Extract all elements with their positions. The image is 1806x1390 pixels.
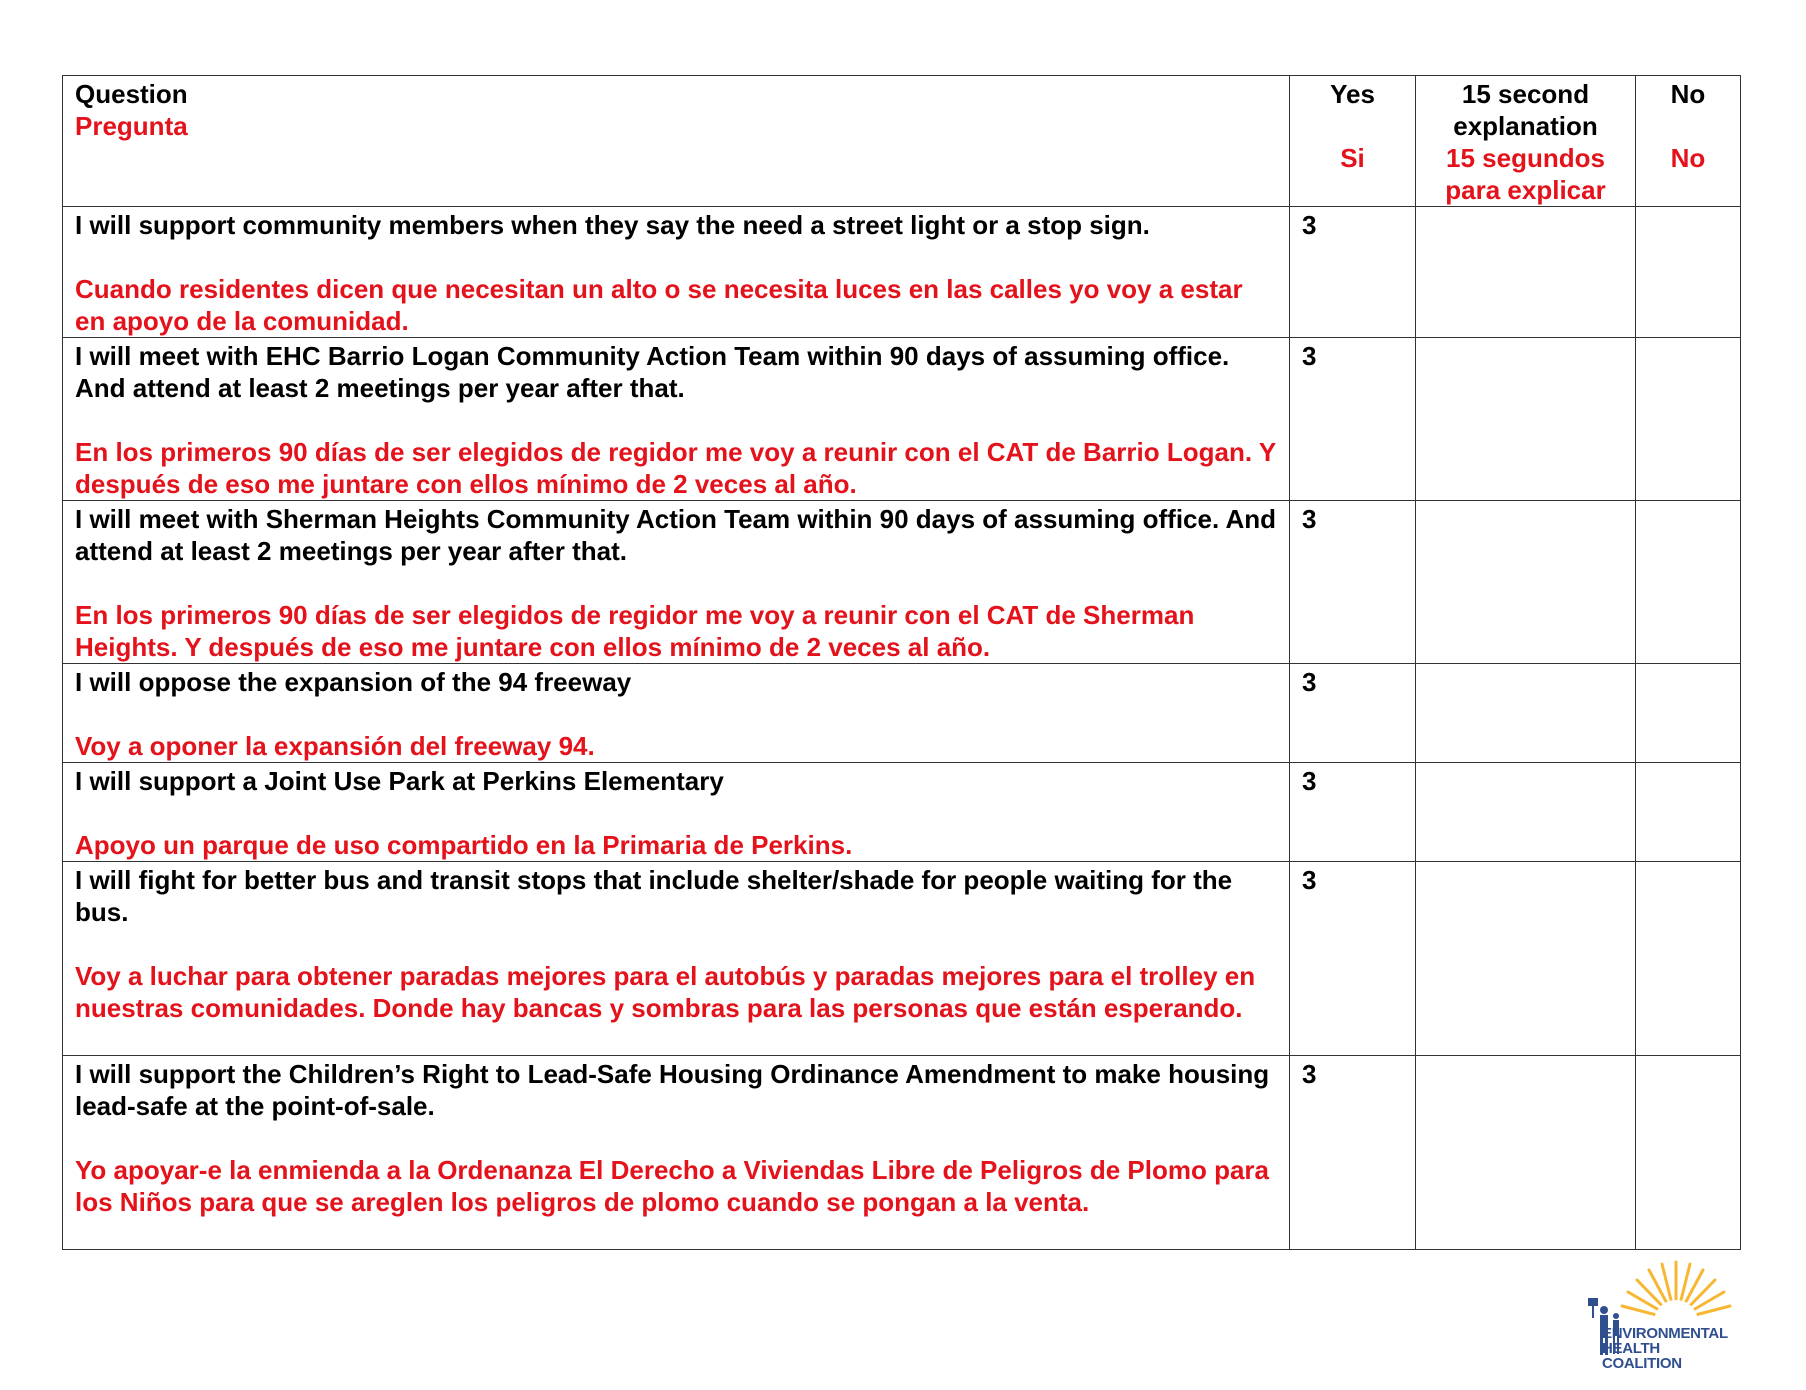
question-es: En los primeros 90 días de ser elegidos de regidor me voy a reunir con el CAT de Sherman Heights. Y después de eso me juntare con ellos mínimo de 2 veces al año. [75,600,1195,662]
table-row [63,664,1741,763]
question-en: I will support community members when they say the need a street light or a stop sign. [75,210,1150,240]
header-yes [1290,76,1416,207]
header-no-es: No [1670,143,1706,173]
no-cell [1636,501,1741,664]
no-cell [1636,207,1741,338]
table-row [63,501,1741,664]
question-es: Voy a oponer la expansión del freeway 94. [75,731,595,761]
yes-cell: 3 [1290,664,1416,763]
question-en: I will oppose the expansion of the 94 freeway [75,667,632,697]
no-cell [1636,1056,1741,1250]
header-question-en: Question [75,79,188,109]
question-cell [63,1056,1290,1250]
question-es: Cuando residentes dicen que necesitan un alto o se necesita luces en las calles yo voy a estar en apoyo de la comunidad. [75,274,1243,336]
header-row [63,76,1741,207]
question-en: I will meet with EHC Barrio Logan Community Action Team within 90 days of assuming office. And attend at least 2 meetings per year after that. [75,341,1230,403]
table-row [63,338,1741,501]
table-row [63,207,1741,338]
yes-cell: 3 [1290,1056,1416,1250]
yes-cell: 3 [1290,501,1416,664]
question-en: I will support the Children’s Right to Lead-Safe Housing Ordinance Amendment to make housing lead-safe at the point-of-sale. [75,1059,1270,1121]
explanation-cell [1416,862,1636,1056]
header-question [63,76,1290,207]
question-es: Yo apoyar-e la enmienda a la Ordenanza El Derecho a Viviendas Libre de Peligros de Plomo para los Niños para que se areglen los peligros de plomo cuando se pongan a la venta. [75,1155,1270,1217]
explanation-cell [1416,207,1636,338]
table-row [63,862,1741,1056]
question-cell [63,207,1290,338]
question-cell [63,501,1290,664]
header-yes-en: Yes [1330,79,1375,109]
explanation-cell [1416,338,1636,501]
header-no [1636,76,1741,207]
question-cell [63,338,1290,501]
question-es: En los primeros 90 días de ser elegidos de regidor me voy a reunir con el CAT de Barrio Logan. Y después de eso me juntare con ellos mínimo de 2 veces al año. [75,437,1276,499]
explanation-cell [1416,1056,1636,1250]
explanation-cell [1416,664,1636,763]
logo-line-2: HEALTH COALITION [1602,1340,1682,1372]
ehc-logo-text [1602,1326,1738,1371]
yes-cell: 3 [1290,763,1416,862]
table-row [63,1056,1741,1250]
question-en: I will support a Joint Use Park at Perkins Elementary [75,766,724,796]
header-yes-es: Si [1340,143,1365,173]
explanation-cell [1416,763,1636,862]
header-question-es: Pregunta [75,111,188,141]
no-cell [1636,664,1741,763]
logo-line-1: ENVIRONMENTAL [1602,1325,1728,1342]
header-explanation-es: 15 segundos para explicar [1445,143,1606,205]
question-es: Apoyo un parque de uso compartido en la Primaria de Perkins. [75,830,853,860]
yes-cell: 3 [1290,338,1416,501]
question-es: Voy a luchar para obtener paradas mejores para el autobús y paradas mejores para el trolley en nuestras comunidades. Donde hay bancas y sombras para las personas que están esperando. [75,961,1256,1023]
table-row [63,763,1741,862]
no-cell [1636,862,1741,1056]
header-explanation-en: 15 second explanation [1453,79,1598,141]
question-en: I will meet with Sherman Heights Community Action Team within 90 days of assuming office. And attend at least 2 meetings per year after that. [75,504,1276,566]
yes-cell: 3 [1290,862,1416,1056]
yes-cell: 3 [1290,207,1416,338]
question-cell [63,862,1290,1056]
explanation-cell [1416,501,1636,664]
no-cell [1636,763,1741,862]
header-explanation [1416,76,1636,207]
no-cell [1636,338,1741,501]
pledge-table [62,75,1741,1250]
question-en: I will fight for better bus and transit stops that include shelter/shade for people waiting for the bus. [75,865,1233,927]
question-cell [63,664,1290,763]
header-no-en: No [1670,79,1706,109]
question-cell [63,763,1290,862]
